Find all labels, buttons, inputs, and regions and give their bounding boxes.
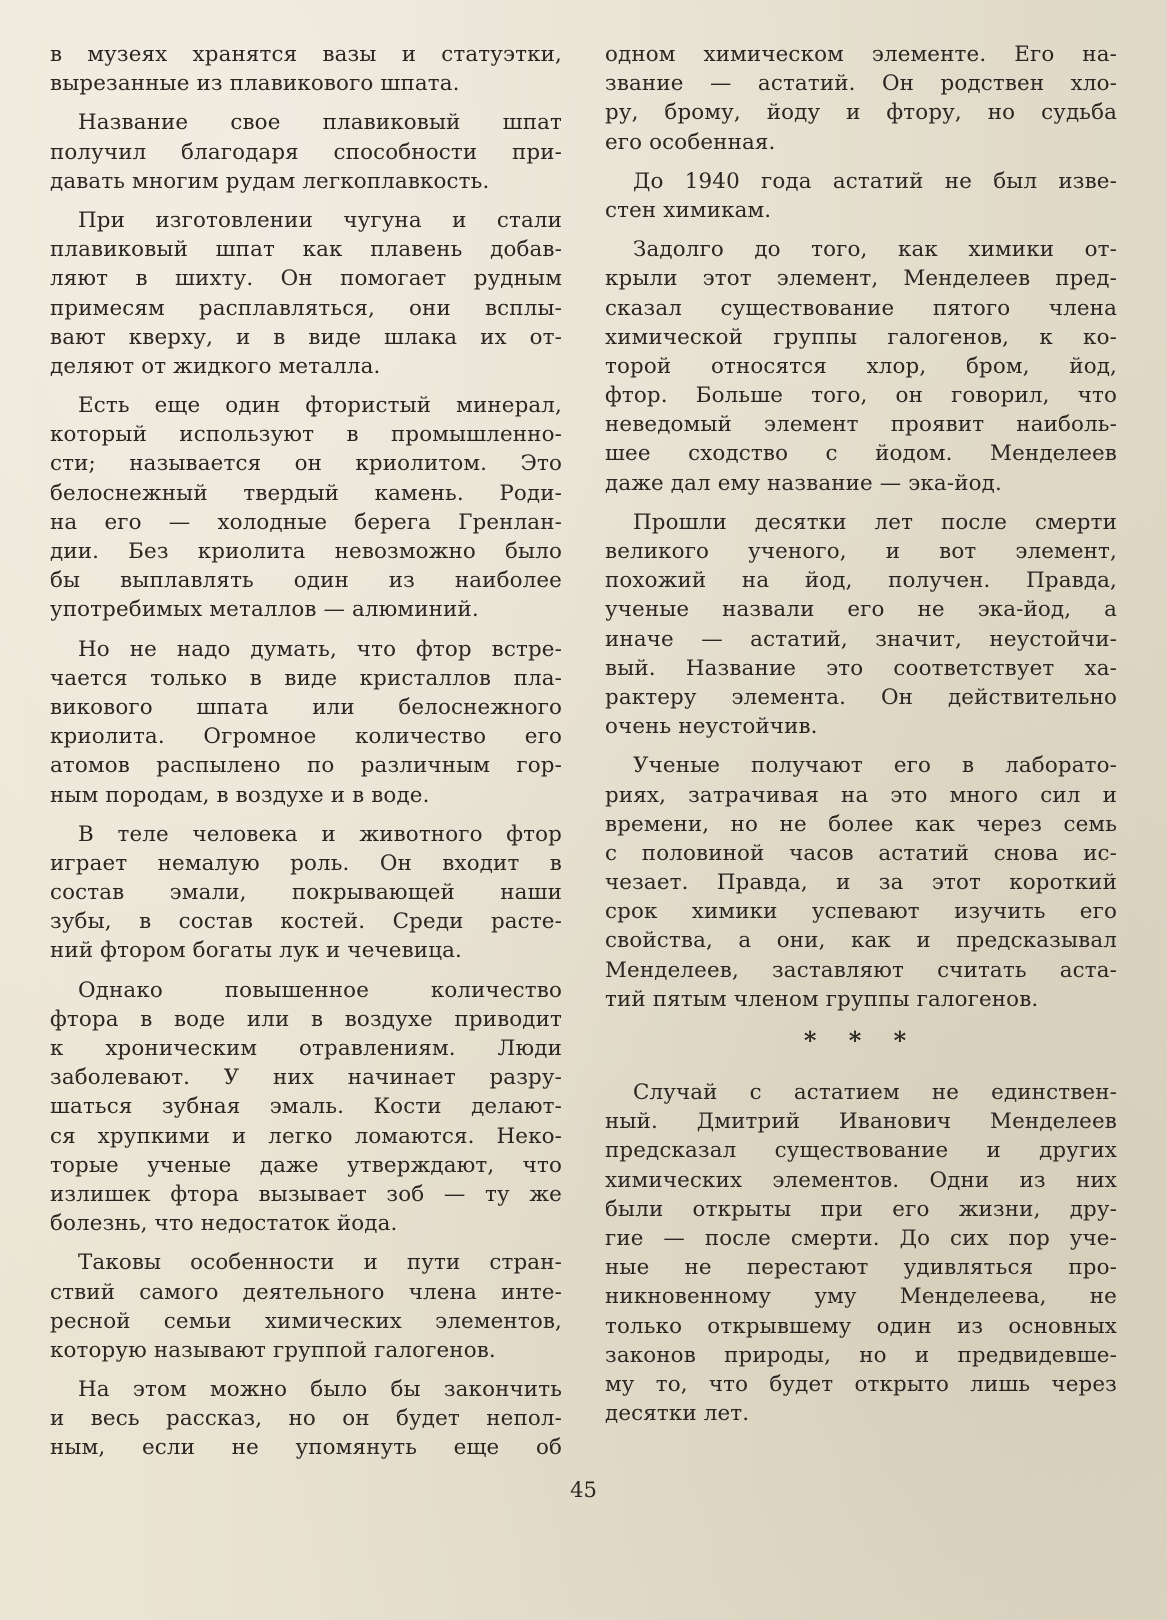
text-line: гие — после смерти. До сих пор уче-	[605, 1225, 1117, 1251]
text-line: с половиной часов астатий снова ис-	[605, 840, 1117, 866]
text-line: торые ученые даже утверждают, что	[50, 1152, 562, 1178]
paragraph	[50, 108, 562, 196]
text-line: сти; называется он криолитом. Это	[50, 451, 562, 477]
text-line: Менделеев, заставляют считать аста-	[605, 957, 1117, 983]
text-line: криолита. Огромное количество его	[50, 724, 562, 750]
text-line: фтор. Больше того, он говорил, что	[605, 383, 1117, 409]
text-line: чезает. Правда, и за этот короткий	[605, 870, 1117, 896]
text-line: только открывшему один из основных	[605, 1313, 1117, 1339]
text-line: времени, но не более как через семь	[605, 811, 1117, 837]
text-line: к хроническим отравлениям. Люди	[50, 1036, 562, 1061]
text-line: ляют в шихту. Он помогает рудным	[50, 266, 562, 292]
text-line: шаться зубная эмаль. Кости делают-	[50, 1094, 562, 1120]
text-line: чается только в виде кристаллов пла-	[50, 665, 562, 691]
text-line: Случай с астатием не единствен-	[633, 1080, 1117, 1105]
text-line: му то, что будет открыто лишь через	[605, 1371, 1117, 1397]
text-line: примесям расплавляться, они всплы-	[50, 295, 562, 321]
text-line: употребимых металлов — алюминий.	[50, 597, 479, 623]
text-line: Но не надо думать, что фтор встре-	[78, 636, 562, 662]
text-line: ный. Дмитрий Иванович Менделеев	[605, 1109, 1117, 1135]
text-line: белоснежный твердый камень. Роди-	[50, 480, 562, 506]
paragraph	[50, 635, 562, 810]
text-line: великого ученого, и вот элемент,	[605, 539, 1117, 564]
right-column	[605, 40, 1117, 1438]
paragraph	[605, 1078, 1117, 1428]
paragraph	[605, 235, 1117, 498]
text-line: сказал существование пятого члена	[605, 295, 1117, 321]
text-line: были открыты при его жизни, дру-	[605, 1196, 1117, 1222]
text-line: химических элементов. Одни из них	[605, 1167, 1117, 1193]
text-line: срок химики успевают изучить его	[605, 899, 1117, 925]
text-line: в музеях хранятся вазы и статуэтки,	[50, 42, 562, 67]
text-line: ствий самого деятельного члена инте-	[50, 1279, 562, 1305]
text-line: иначе — астатий, значит, неустойчи-	[605, 626, 1117, 652]
text-line: шее сходство с йодом. Менделеев	[605, 441, 1117, 467]
text-line: одном химическом элементе. Его на-	[605, 42, 1117, 67]
text-line: ным, если не упомянуть еще об	[50, 1435, 562, 1461]
text-line: тий пятым членом группы галогенов.	[605, 986, 1039, 1012]
text-line: плавиковый шпат как плавень добав-	[50, 237, 562, 263]
text-line: на его — холодные берега Гренлан-	[50, 509, 562, 535]
right-column-bottom	[605, 1078, 1117, 1428]
text-line: очень неустойчив.	[605, 714, 818, 740]
text-line: ру, брому, йоду и фтору, но судьба	[605, 100, 1117, 126]
text-line: Однако повышенное количество	[78, 977, 562, 1003]
text-line: вый. Название это соответствует ха-	[605, 655, 1117, 681]
paragraph	[605, 167, 1117, 225]
text-line: состав эмали, покрывающей наши	[50, 880, 562, 906]
text-line: Есть еще один фтористый минерал,	[78, 393, 562, 419]
paragraph	[50, 976, 562, 1239]
text-line: На этом можно было бы закончить	[78, 1377, 562, 1403]
text-line: ся хрупкими и легко ломаются. Неко-	[50, 1123, 562, 1149]
text-line: атомов распылено по различным гор-	[50, 753, 562, 779]
text-line: риях, затрачивая на это много сил и	[605, 782, 1117, 808]
text-line: десятки лет.	[605, 1401, 750, 1427]
text-line: болезнь, что недостаток йода.	[50, 1211, 398, 1237]
paragraph	[50, 206, 562, 381]
text-line: Ученые получают его в лаборато-	[633, 753, 1117, 779]
text-line: предсказал существование и других	[605, 1138, 1117, 1164]
paragraph	[50, 40, 562, 98]
paragraph	[605, 751, 1117, 1014]
text-line: стен химикам.	[605, 197, 772, 223]
text-line: фтора в воде или в воздухе приводит	[50, 1006, 562, 1032]
left-column	[50, 40, 562, 1473]
paragraph	[50, 391, 562, 625]
text-line: ресной семьи химических элементов,	[50, 1308, 562, 1334]
text-line: звание — астатий. Он родствен хло-	[605, 71, 1117, 97]
text-line: излишек фтора вызывает зоб — ту же	[50, 1181, 562, 1207]
text-line: До 1940 года астатий не был изве-	[633, 168, 1117, 194]
text-line: рактеру элемента. Он действительно	[605, 684, 1117, 710]
paragraph	[50, 1248, 562, 1365]
text-line: играет немалую роль. Он входит в	[50, 850, 562, 876]
text-line: похожий на йод, получен. Правда,	[605, 568, 1117, 594]
text-line: вырезанные из плавикового шпата.	[50, 71, 460, 97]
paragraph	[50, 1375, 562, 1463]
paragraph	[605, 508, 1117, 742]
text-line: ные не перестают удивляться про-	[605, 1255, 1117, 1281]
text-line: ученые назвали его не эка-йод, а	[605, 597, 1117, 623]
text-line: никновенному уму Менделеева, не	[605, 1284, 1117, 1310]
text-line: и весь рассказ, но он будет непол-	[50, 1406, 562, 1432]
right-column-top	[605, 40, 1117, 1014]
text-line: свойства, а они, как и предсказывал	[605, 928, 1117, 954]
text-line: ным породам, в воздухе и в воде.	[50, 782, 430, 808]
text-line: Название свое плавиковый шпат	[78, 110, 562, 136]
text-line: зубы, в состав костей. Среди расте-	[50, 909, 562, 935]
text-line: давать многим рудам легкоплавкость.	[50, 168, 490, 194]
text-line: даже дал ему название — эка-йод.	[605, 470, 1002, 496]
text-line: его особенная.	[605, 129, 776, 155]
text-line: бы выплавлять один из наиболее	[50, 568, 562, 594]
paragraph	[605, 40, 1117, 157]
page-number: 45	[570, 1478, 597, 1502]
text-line: В теле человека и животного фтор	[78, 821, 562, 847]
text-line: вают кверху, и в виде шлака их от-	[50, 324, 562, 350]
text-line: При изготовлении чугуна и стали	[78, 207, 562, 233]
text-line: Таковы особенности и пути стран-	[78, 1250, 562, 1276]
text-line: заболевают. У них начинает разру-	[50, 1065, 562, 1091]
text-line: который используют в промышленно-	[50, 422, 562, 448]
text-line: деляют от жидкого металла.	[50, 353, 381, 379]
text-line: викового шпата или белоснежного	[50, 694, 562, 720]
text-line: получил благодаря способности при-	[50, 139, 562, 165]
text-line: которую называют группой галогенов.	[50, 1337, 496, 1363]
text-line: торой относятся хлор, бром, йод,	[605, 353, 1117, 379]
section-separator: * * *	[803, 1026, 919, 1055]
paragraph	[50, 820, 562, 966]
text-line: Прошли десятки лет после смерти	[633, 509, 1117, 535]
text-line: Задолго до того, как химики от-	[633, 237, 1117, 263]
text-line: ний фтором богаты лук и чечевица.	[50, 938, 462, 964]
text-line: химической группы галогенов, к ко-	[605, 324, 1117, 350]
text-line: неведомый элемент проявит наиболь-	[605, 412, 1117, 438]
text-line: законов природы, но и предвидевше-	[605, 1342, 1117, 1368]
text-line: дии. Без криолита невозможно было	[50, 539, 562, 564]
text-line: крыли этот элемент, Менделеев пред-	[605, 266, 1117, 292]
